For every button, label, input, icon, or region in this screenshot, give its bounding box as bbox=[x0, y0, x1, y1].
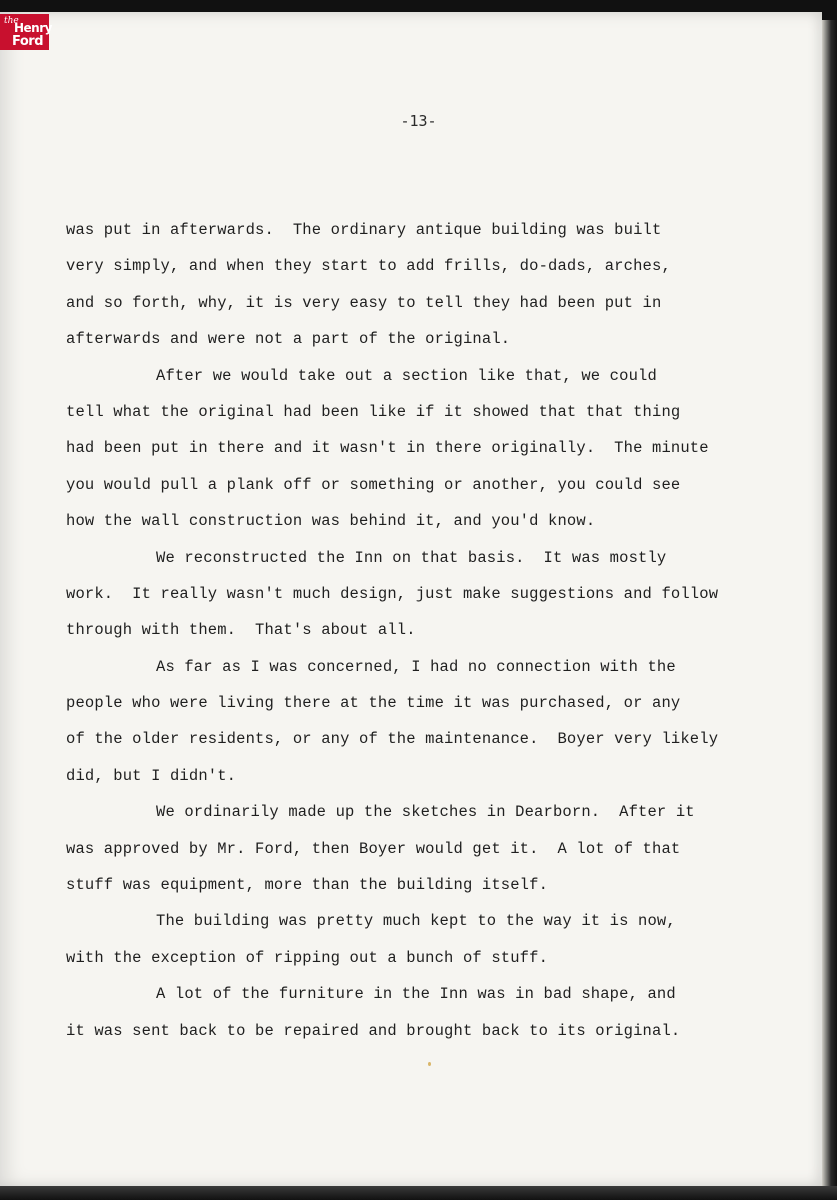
logo-ford-text: Ford bbox=[12, 34, 44, 49]
bottom-edge-shadow bbox=[0, 1186, 837, 1200]
text-line: stuff was equipment, more than the building itself. bbox=[66, 876, 549, 895]
paragraph-start-line: We reconstructed the Inn on that basis. It was mostly bbox=[156, 548, 667, 567]
text-line: did, but I didn't. bbox=[66, 766, 237, 785]
text-line: it was sent back to be repaired and brought back to its original. bbox=[66, 1021, 681, 1040]
text-line: and so forth, why, it is very easy to tell they had been put in bbox=[66, 293, 662, 312]
text-line: was approved by Mr. Ford, then Boyer would get it. A lot of that bbox=[66, 839, 681, 858]
text-line: through with them. That's about all. bbox=[66, 621, 416, 640]
page-number: -13- bbox=[400, 112, 437, 130]
text-line: tell what the original had been like if it showed that that thing bbox=[66, 402, 681, 421]
transcript-body bbox=[66, 212, 766, 1049]
paragraph-start-line: After we would take out a section like that, we could bbox=[156, 366, 657, 385]
paper-speck bbox=[428, 1062, 431, 1066]
paragraph-start-line: As far as I was concerned, I had no connection with the bbox=[156, 657, 676, 676]
text-line: you would pull a plank off or something or another, you could see bbox=[66, 475, 681, 494]
text-line: how the wall construction was behind it, and you'd know. bbox=[66, 512, 596, 531]
paragraph-start-line: The building was pretty much kept to the way it is now, bbox=[156, 912, 676, 931]
paragraph-start-line: We ordinarily made up the sketches in Dearborn. After it bbox=[156, 803, 695, 822]
text-line: with the exception of ripping out a bunch of stuff. bbox=[66, 948, 549, 967]
logo-the-text: the bbox=[4, 16, 19, 26]
text-line: of the older residents, or any of the maintenance. Boyer very likely bbox=[66, 730, 719, 749]
henry-ford-logo bbox=[0, 14, 52, 50]
text-line: was put in afterwards. The ordinary antique building was built bbox=[66, 221, 662, 239]
text-line: very simply, and when they start to add frills, do-dads, arches, bbox=[66, 257, 671, 276]
text-line: people who were living there at the time it was purchased, or any bbox=[66, 694, 681, 713]
text-line: work. It really wasn't much design, just make suggestions and follow bbox=[66, 584, 719, 603]
text-line: had been put in there and it wasn't in there originally. The minute bbox=[66, 439, 709, 458]
paragraph-start-line: A lot of the furniture in the Inn was in bad shape, and bbox=[156, 985, 676, 1004]
page-edge-shadow bbox=[822, 20, 837, 1190]
text-line: afterwards and were not a part of the original. bbox=[66, 330, 511, 349]
logo-henry-text: Henry bbox=[14, 21, 52, 35]
